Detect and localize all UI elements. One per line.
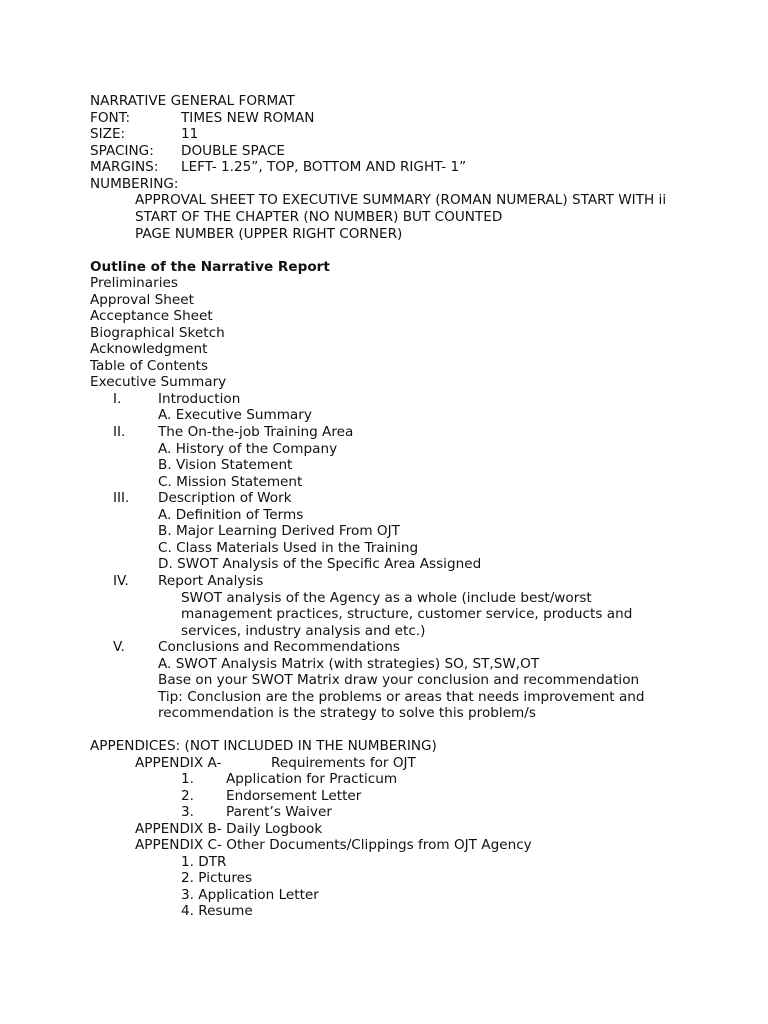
preliminary-item: Table of Contents: [90, 358, 209, 374]
chapter-subitem: A. History of the Company: [158, 441, 338, 457]
chapter-paragraph-line: Base on your SWOT Matrix draw your conclusion and recommendation: [158, 672, 640, 688]
font-value: TIMES NEW ROMAN: [181, 110, 315, 126]
appendix-c-line: APPENDIX C- Other Documents/Clippings from OJT Agency: [135, 837, 532, 853]
appendix-c-item: 1. DTR: [181, 854, 227, 870]
chapter-numeral: II.: [113, 424, 126, 440]
outline-heading: Outline of the Narrative Report: [90, 259, 330, 275]
chapter-numeral: I.: [113, 391, 122, 407]
size-label: SIZE:: [90, 126, 126, 142]
chapter-title: Introduction: [158, 391, 241, 407]
chapter-paragraph-line: SWOT analysis of the Agency as a whole (include best/worst: [181, 590, 592, 606]
numbering-item: PAGE NUMBER (UPPER RIGHT CORNER): [135, 226, 403, 242]
chapter-title: The On-the-job Training Area: [158, 424, 354, 440]
preliminary-item: Acknowledgment: [90, 341, 208, 357]
preliminary-item: Executive Summary: [90, 374, 227, 390]
chapter-numeral: III.: [113, 490, 130, 506]
chapter-subitem: C. Mission Statement: [158, 474, 303, 490]
margins-value: LEFT- 1.25”, TOP, BOTTOM AND RIGHT- 1”: [181, 159, 467, 175]
chapter-subitem: B. Vision Statement: [158, 457, 293, 473]
numbering-label: NUMBERING:: [90, 176, 179, 192]
preliminary-item: Biographical Sketch: [90, 325, 225, 341]
font-label: FONT:: [90, 110, 131, 126]
preliminary-item: Approval Sheet: [90, 292, 194, 308]
size-value: 11: [181, 126, 199, 142]
format-title: NARRATIVE GENERAL FORMAT: [90, 93, 295, 109]
chapter-title: Report Analysis: [158, 573, 264, 589]
chapter-subitem: B. Major Learning Derived From OJT: [158, 523, 400, 539]
numbering-item: APPROVAL SHEET TO EXECUTIVE SUMMARY (ROMAN NUMERAL) START WITH ii: [135, 192, 667, 208]
chapter-subitem: C. Class Materials Used in the Training: [158, 540, 419, 556]
chapter-numeral: IV.: [113, 573, 129, 589]
appendix-a-item-number: 1.: [181, 771, 194, 787]
chapter-title: Description of Work: [158, 490, 292, 506]
chapter-subitem: A. Executive Summary: [158, 407, 312, 423]
appendix-c-item: 2. Pictures: [181, 870, 253, 886]
appendix-c-item: 4. Resume: [181, 903, 253, 919]
appendix-a-label: APPENDIX A-: [135, 755, 222, 771]
spacing-label: SPACING:: [90, 143, 154, 159]
margins-label: MARGINS:: [90, 159, 159, 175]
chapter-paragraph-line: services, industry analysis and etc.): [181, 623, 426, 639]
chapter-paragraph-line: recommendation is the strategy to solve this problem/s: [158, 705, 536, 721]
appendix-a-item: Parent’s Waiver: [226, 804, 332, 820]
preliminary-item: Acceptance Sheet: [90, 308, 213, 324]
appendix-a-item-number: 3.: [181, 804, 194, 820]
appendix-a-item-number: 2.: [181, 788, 194, 804]
chapter-paragraph-line: A. SWOT Analysis Matrix (with strategies) SO, ST,SW,OT: [158, 656, 540, 672]
chapter-subitem: A. Definition of Terms: [158, 507, 304, 523]
appendix-c-item: 3. Application Letter: [181, 887, 319, 903]
chapter-numeral: V.: [113, 639, 125, 655]
appendix-a-item: Endorsement Letter: [226, 788, 362, 804]
appendix-b-line: APPENDIX B- Daily Logbook: [135, 821, 323, 837]
chapter-paragraph-line: Tip: Conclusion are the problems or areas that needs improvement and: [158, 689, 645, 705]
numbering-item: START OF THE CHAPTER (NO NUMBER) BUT COUNTED: [135, 209, 503, 225]
appendix-a-title: Requirements for OJT: [271, 755, 416, 771]
appendix-a-item: Application for Practicum: [226, 771, 398, 787]
chapter-paragraph-line: management practices, structure, customer service, products and: [181, 606, 633, 622]
appendices-heading: APPENDICES: (NOT INCLUDED IN THE NUMBERING): [90, 738, 437, 754]
spacing-value: DOUBLE SPACE: [181, 143, 286, 159]
chapter-title: Conclusions and Recommendations: [158, 639, 400, 655]
preliminary-item: Preliminaries: [90, 275, 178, 291]
chapter-subitem: D. SWOT Analysis of the Specific Area Assigned: [158, 556, 482, 572]
